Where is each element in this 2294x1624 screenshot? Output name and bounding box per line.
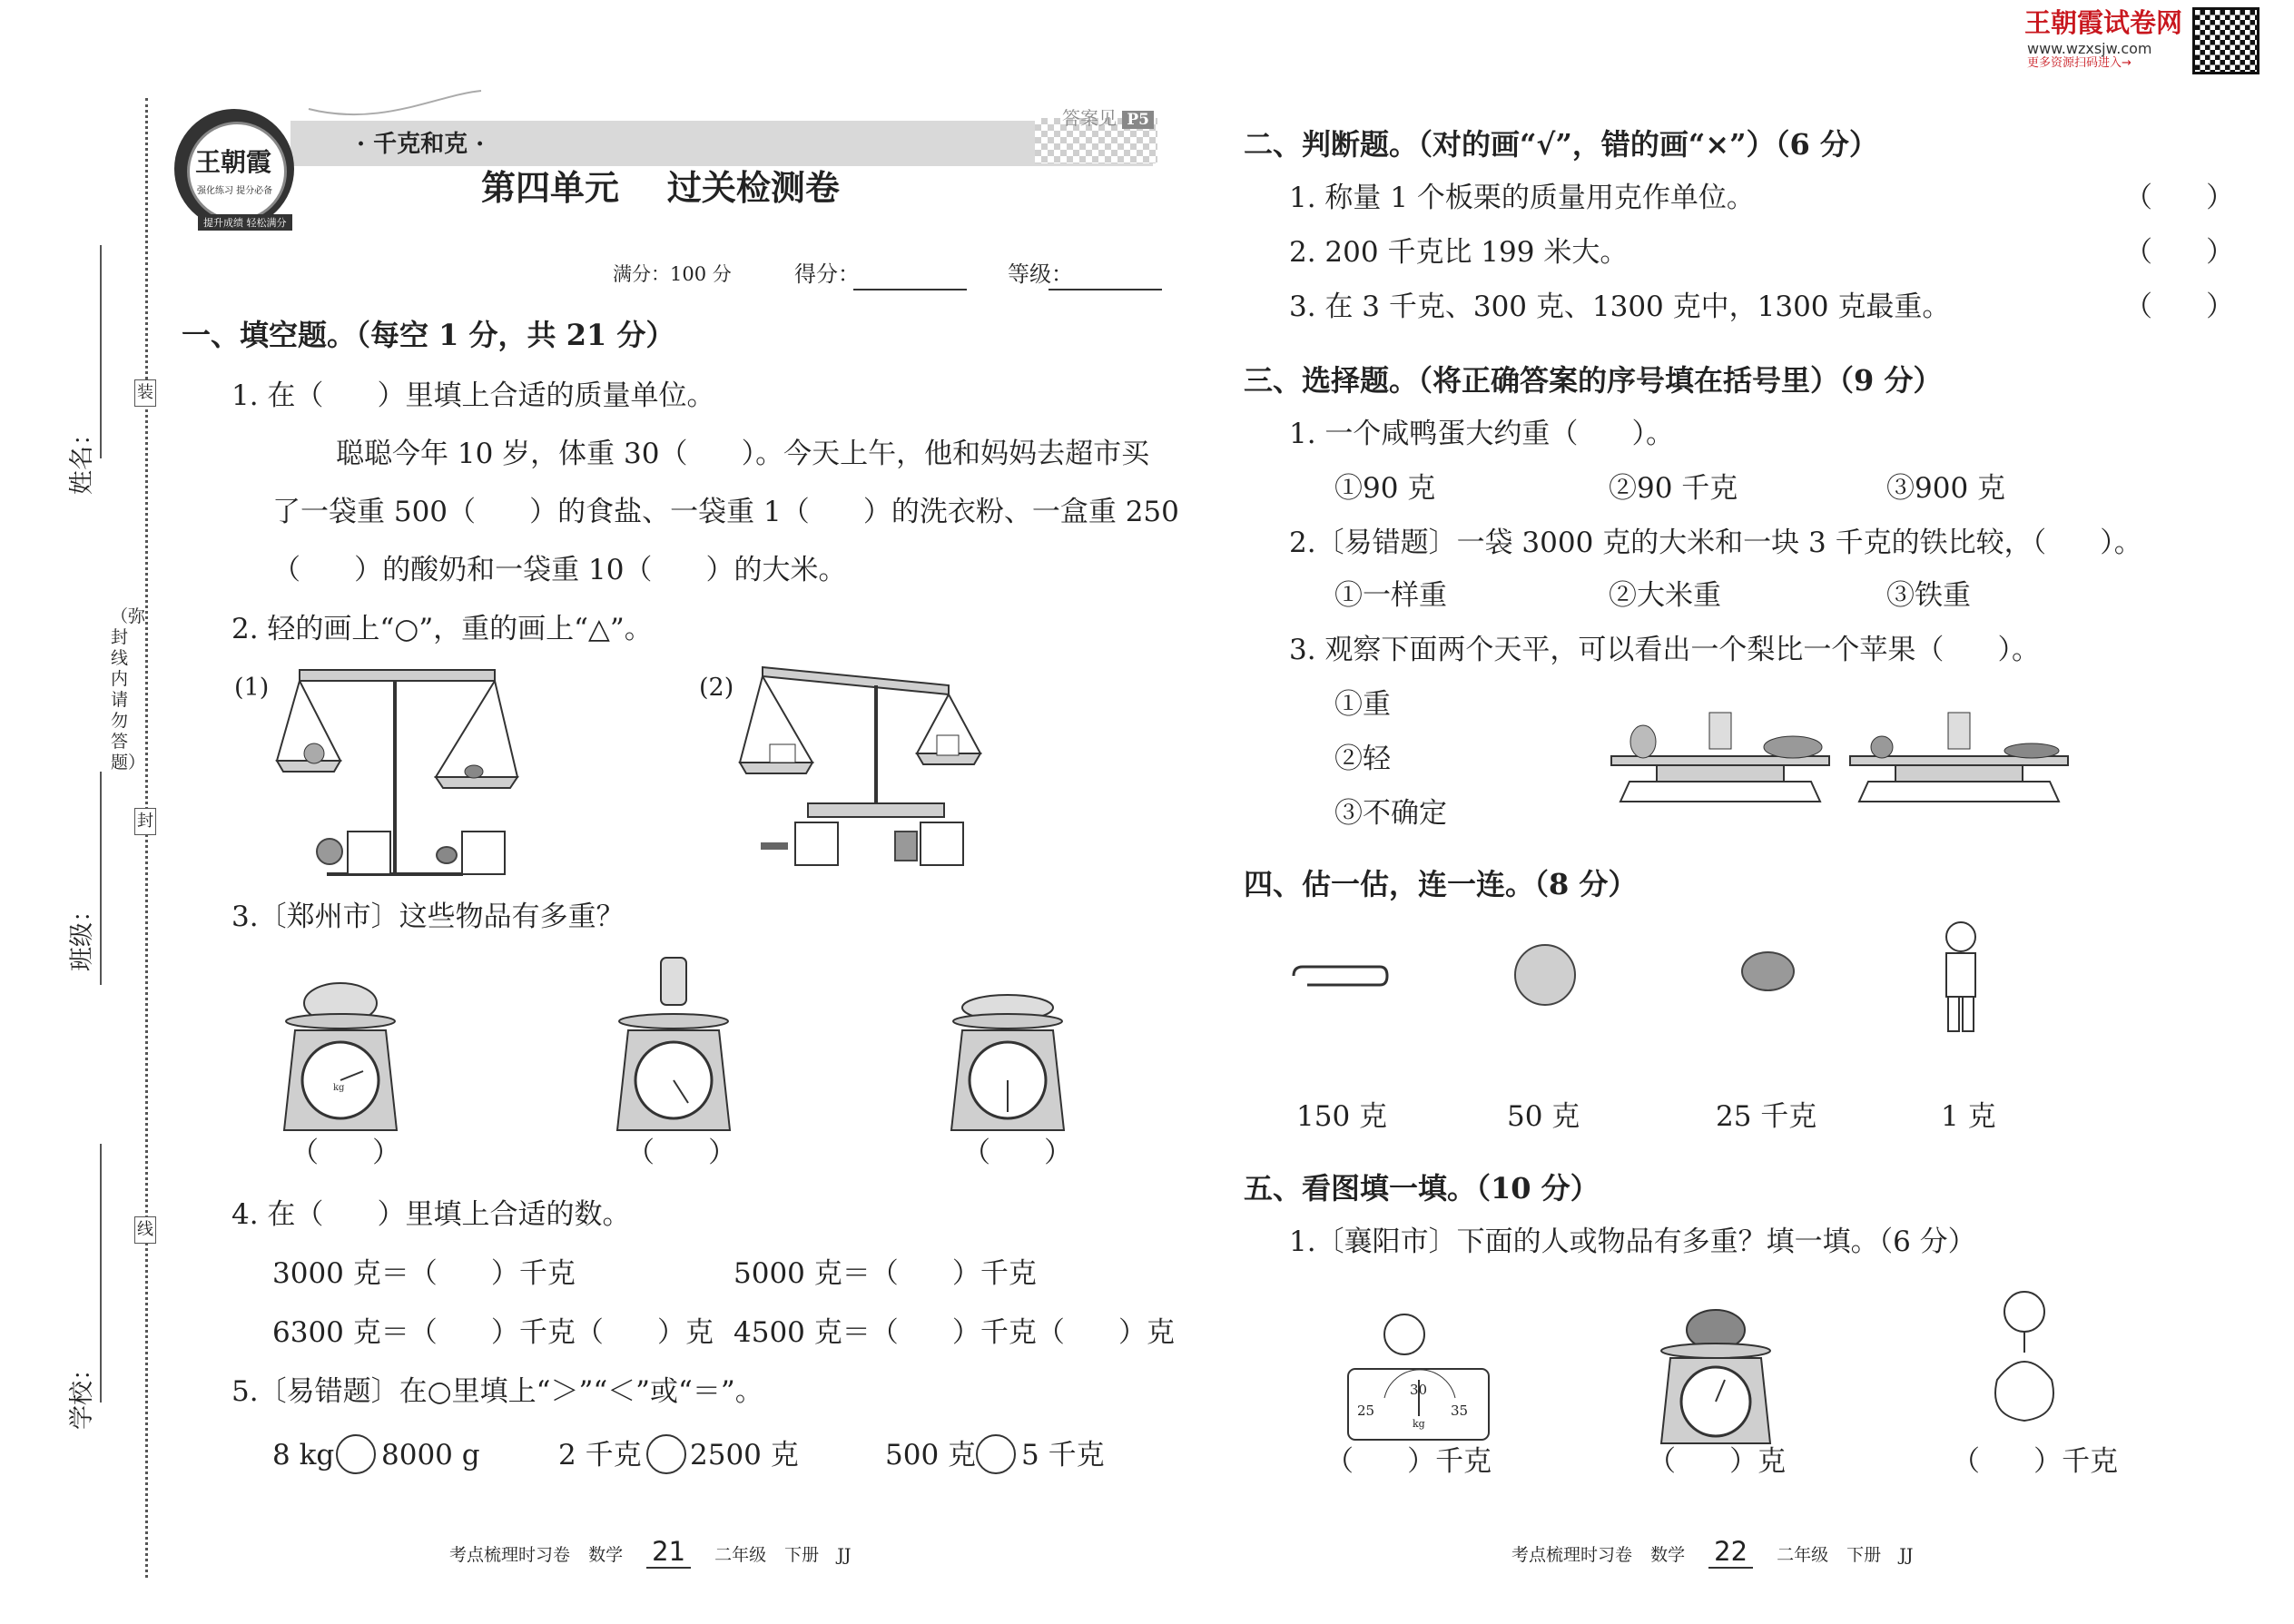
answer-box-book-2[interactable] — [794, 822, 839, 866]
boy-icon — [1934, 919, 1988, 1037]
s1-q1: 1. 在（ ）里填上合适的质量单位。 — [231, 379, 715, 412]
brand-slogan[interactable]: 更多资源扫码进入→ — [2027, 56, 2132, 70]
binding-line — [145, 98, 148, 1578]
footer-right-page: 22 — [1708, 1536, 1753, 1569]
page-title: 第四单元 过关检测卷 — [481, 167, 840, 208]
qr-code-icon[interactable] — [2192, 7, 2260, 74]
pan-balance-apple-strawberries — [1850, 704, 2068, 803]
weight-option-4[interactable]: 1 克 — [1941, 1100, 1996, 1133]
section1-heading: 一、填空题。（每空 1 分，共 21 分） — [182, 318, 675, 352]
class-underline — [100, 772, 102, 985]
bathroom-scale-boy — [1348, 1307, 1493, 1452]
school-underline — [100, 1144, 102, 1403]
s5-answer-3[interactable]: （ ）千克 — [1952, 1445, 2119, 1478]
section5-heading: 五、看图填一填。（10 分） — [1244, 1171, 1600, 1206]
s3-q3: 3. 观察下面两个天平，可以看出一个梨比一个苹果（ ）。 — [1289, 634, 2041, 666]
logo-subtext: 强化练习 提分必备 — [197, 186, 273, 196]
apple-icon-1 — [316, 838, 343, 865]
dial-mid: 30 — [1410, 1382, 1428, 1398]
logo-inner — [187, 122, 287, 221]
footer-left-series: 考点梳理时习卷 — [449, 1545, 571, 1565]
school-label: 学校： — [68, 1356, 96, 1430]
s3-q3-opt1[interactable]: ①重 — [1334, 688, 1391, 721]
s1-q1-line3: （ ）的酸奶和一袋重 10（ ）的大米。 — [272, 554, 847, 586]
footer-right-term: 下册 — [1846, 1545, 1882, 1565]
q5-item2-right: 2500 克 — [690, 1439, 799, 1471]
s3-q1-opt3[interactable]: ③900 克 — [1886, 472, 2006, 505]
footer-right — [1511, 1536, 1913, 1567]
weight-option-1[interactable]: 150 克 — [1296, 1100, 1388, 1133]
egg-icon — [1741, 951, 1795, 991]
q3-answer-2[interactable]: （ ） — [626, 1137, 737, 1169]
q5-compare-circle-3[interactable] — [976, 1434, 1016, 1474]
answer-box-strawberry-1[interactable] — [461, 831, 506, 875]
s2-blank-1[interactable]: （ ） — [2124, 182, 2235, 214]
brand-name[interactable]: 王朝霞试卷网 — [2024, 7, 2183, 38]
footer-right-grade: 二年级 — [1777, 1545, 1829, 1565]
brand-url[interactable]: www.wzxsjw.com — [2027, 40, 2152, 57]
s3-q1: 1. 一个咸鸭蛋大约重（ ）。 — [1289, 418, 1675, 450]
logo-badge — [174, 109, 294, 229]
seal-mark-xian: 线 — [134, 1216, 156, 1244]
s3-q2-opt3[interactable]: ③铁重 — [1886, 579, 1971, 612]
header-topic: · 千克和克 · — [357, 131, 485, 158]
name-label: 姓名： — [68, 421, 96, 495]
platform-scale-grapes — [277, 967, 413, 1121]
s3-q2-opt2[interactable]: ②大米重 — [1609, 579, 1721, 612]
footer-left-edition: JJ — [837, 1545, 852, 1565]
weight-option-2[interactable]: 50 克 — [1507, 1100, 1580, 1133]
q5-item1-right: 8000 g — [381, 1439, 480, 1471]
footer-right-series: 考点梳理时习卷 — [1511, 1545, 1633, 1565]
book-icon-2 — [761, 842, 788, 850]
s3-q1-opt2[interactable]: ②90 千克 — [1609, 472, 1738, 505]
dial-left: 25 — [1357, 1403, 1375, 1419]
s2-item-1: 1. 称量 1 个板栗的质量用克作单位。 — [1289, 182, 1755, 214]
answer-reference — [1062, 107, 1154, 129]
s3-q3-opt2[interactable]: ②轻 — [1334, 743, 1391, 775]
s1-q4-d[interactable]: 4500 克＝（ ）千克（ ）克 — [733, 1316, 1175, 1349]
footer-left — [449, 1536, 851, 1567]
grade-label: 等级： — [1008, 261, 1073, 287]
s1-q3: 3.〔郑州市〕这些物品有多重？ — [231, 901, 625, 933]
s1-q4: 4. 在（ ）里填上合适的数。 — [231, 1198, 631, 1231]
section2-heading: 二、判断题。（对的画“√”，错的画“×”）（6 分） — [1244, 127, 1878, 162]
q5-compare-circle-1[interactable] — [336, 1434, 376, 1474]
section4-heading: 四、估一估，连一连。（8 分） — [1244, 867, 1638, 901]
s1-q1-line1: 聪聪今年 10 岁，体重 30（ ）。今天上午，他和妈妈去超市买 — [336, 438, 1150, 470]
orange-icon — [1514, 944, 1576, 1006]
balance-scale-2 — [744, 663, 1017, 871]
s1-q5: 5.〔易错题〕在○里填上“＞”“＜”或“＝”。 — [231, 1375, 763, 1408]
pan-balance-pear-grapes — [1611, 704, 1829, 803]
s2-item-3: 3. 在 3 千克、300 克、1300 克中，1300 克最重。 — [1289, 290, 1951, 323]
platform-scale-bottle — [610, 958, 746, 1121]
q3-answer-1[interactable]: （ ） — [290, 1137, 401, 1169]
score-field[interactable] — [853, 288, 967, 290]
dial-unit: kg — [1413, 1418, 1425, 1430]
logo-text: 王朝霞 — [195, 147, 272, 177]
milk-box-icon-2 — [894, 831, 918, 861]
logo-ribbon: 提升成绩 轻松满分 — [198, 214, 292, 231]
q5-item3-left: 500 克 — [885, 1439, 977, 1471]
platform-scale-pineapple — [1652, 1307, 1788, 1452]
answer-box-apple-1[interactable] — [347, 831, 391, 875]
full-score: 满分：100 分 — [613, 263, 732, 285]
s3-q3-opt3[interactable]: ③不确定 — [1334, 797, 1447, 830]
seal-mark-feng: 封 — [134, 808, 156, 835]
s1-q2: 2. 轻的画上“○”，重的画上“△”。 — [231, 613, 653, 645]
answer-box-milk-2[interactable] — [920, 822, 964, 866]
footer-left-term: 下册 — [784, 1545, 820, 1565]
s1-q4-b[interactable]: 5000 克＝（ ）千克 — [733, 1257, 1037, 1290]
grade-field[interactable] — [1049, 288, 1162, 290]
q5-compare-circle-2[interactable] — [646, 1434, 686, 1474]
s1-q4-a[interactable]: 3000 克＝（ ）千克 — [272, 1257, 576, 1290]
paperclip-icon — [1289, 962, 1389, 989]
platform-scale-fish — [944, 967, 1080, 1121]
s1-q4-c[interactable]: 6300 克＝（ ）千克（ ）克 — [272, 1316, 714, 1349]
s3-q2: 2.〔易错题〕一袋 3000 克的大米和一块 3 千克的铁比较，（ ）。 — [1289, 527, 2142, 559]
dial-right: 35 — [1451, 1403, 1469, 1419]
score-label: 得分： — [794, 261, 860, 287]
footer-right-subject: 数学 — [1650, 1545, 1686, 1565]
hanging-scale-bag — [1979, 1280, 2070, 1434]
footer-left-page: 21 — [646, 1536, 691, 1569]
section3-heading: 三、选择题。（将正确答案的序号填在括号里）（9 分） — [1244, 363, 1943, 398]
seal-note: （弥封线内请勿答题） — [111, 606, 146, 773]
class-label: 班级： — [68, 898, 96, 971]
q3-answer-3[interactable]: （ ） — [962, 1137, 1073, 1169]
s1-q1-line2: 了一袋重 500（ ）的食盐、一袋重 1（ ）的洗衣粉、一盒重 250 — [272, 496, 1179, 528]
s5-answer-2[interactable]: （ ）克 — [1648, 1445, 1787, 1478]
answer-ref-label: 答案见 — [1062, 107, 1117, 129]
s5-q1: 1.〔襄阳市〕下面的人或物品有多重？填一填。（6 分） — [1289, 1225, 1976, 1258]
q5-item3-right: 5 千克 — [1021, 1439, 1105, 1471]
s3-q2-opt1[interactable]: ①一样重 — [1334, 579, 1447, 612]
s2-blank-2[interactable]: （ ） — [2124, 236, 2235, 269]
footer-left-grade: 二年级 — [714, 1545, 767, 1565]
footer-right-edition: JJ — [1899, 1545, 1914, 1565]
q2-label-1: (1) — [234, 674, 270, 702]
answer-ref-page: P5 — [1122, 111, 1154, 129]
q5-item1-left: 8 kg — [272, 1439, 335, 1471]
s2-blank-3[interactable]: （ ） — [2124, 290, 2235, 323]
s5-answer-1[interactable]: （ ）千克 — [1325, 1445, 1492, 1478]
s2-item-2: 2. 200 千克比 199 米大。 — [1289, 236, 1629, 269]
seal-mark-zhuang: 装 — [134, 379, 156, 407]
footer-left-subject: 数学 — [588, 1545, 624, 1565]
q2-label-2: (2) — [699, 674, 734, 702]
name-underline — [100, 245, 102, 458]
q5-item2-left: 2 千克 — [558, 1439, 642, 1471]
weight-option-3[interactable]: 25 千克 — [1716, 1100, 1817, 1133]
s3-q1-opt1[interactable]: ①90 克 — [1334, 472, 1436, 505]
strawberry-icon-1 — [436, 846, 458, 864]
scale-unit-label: kg — [333, 1083, 345, 1093]
